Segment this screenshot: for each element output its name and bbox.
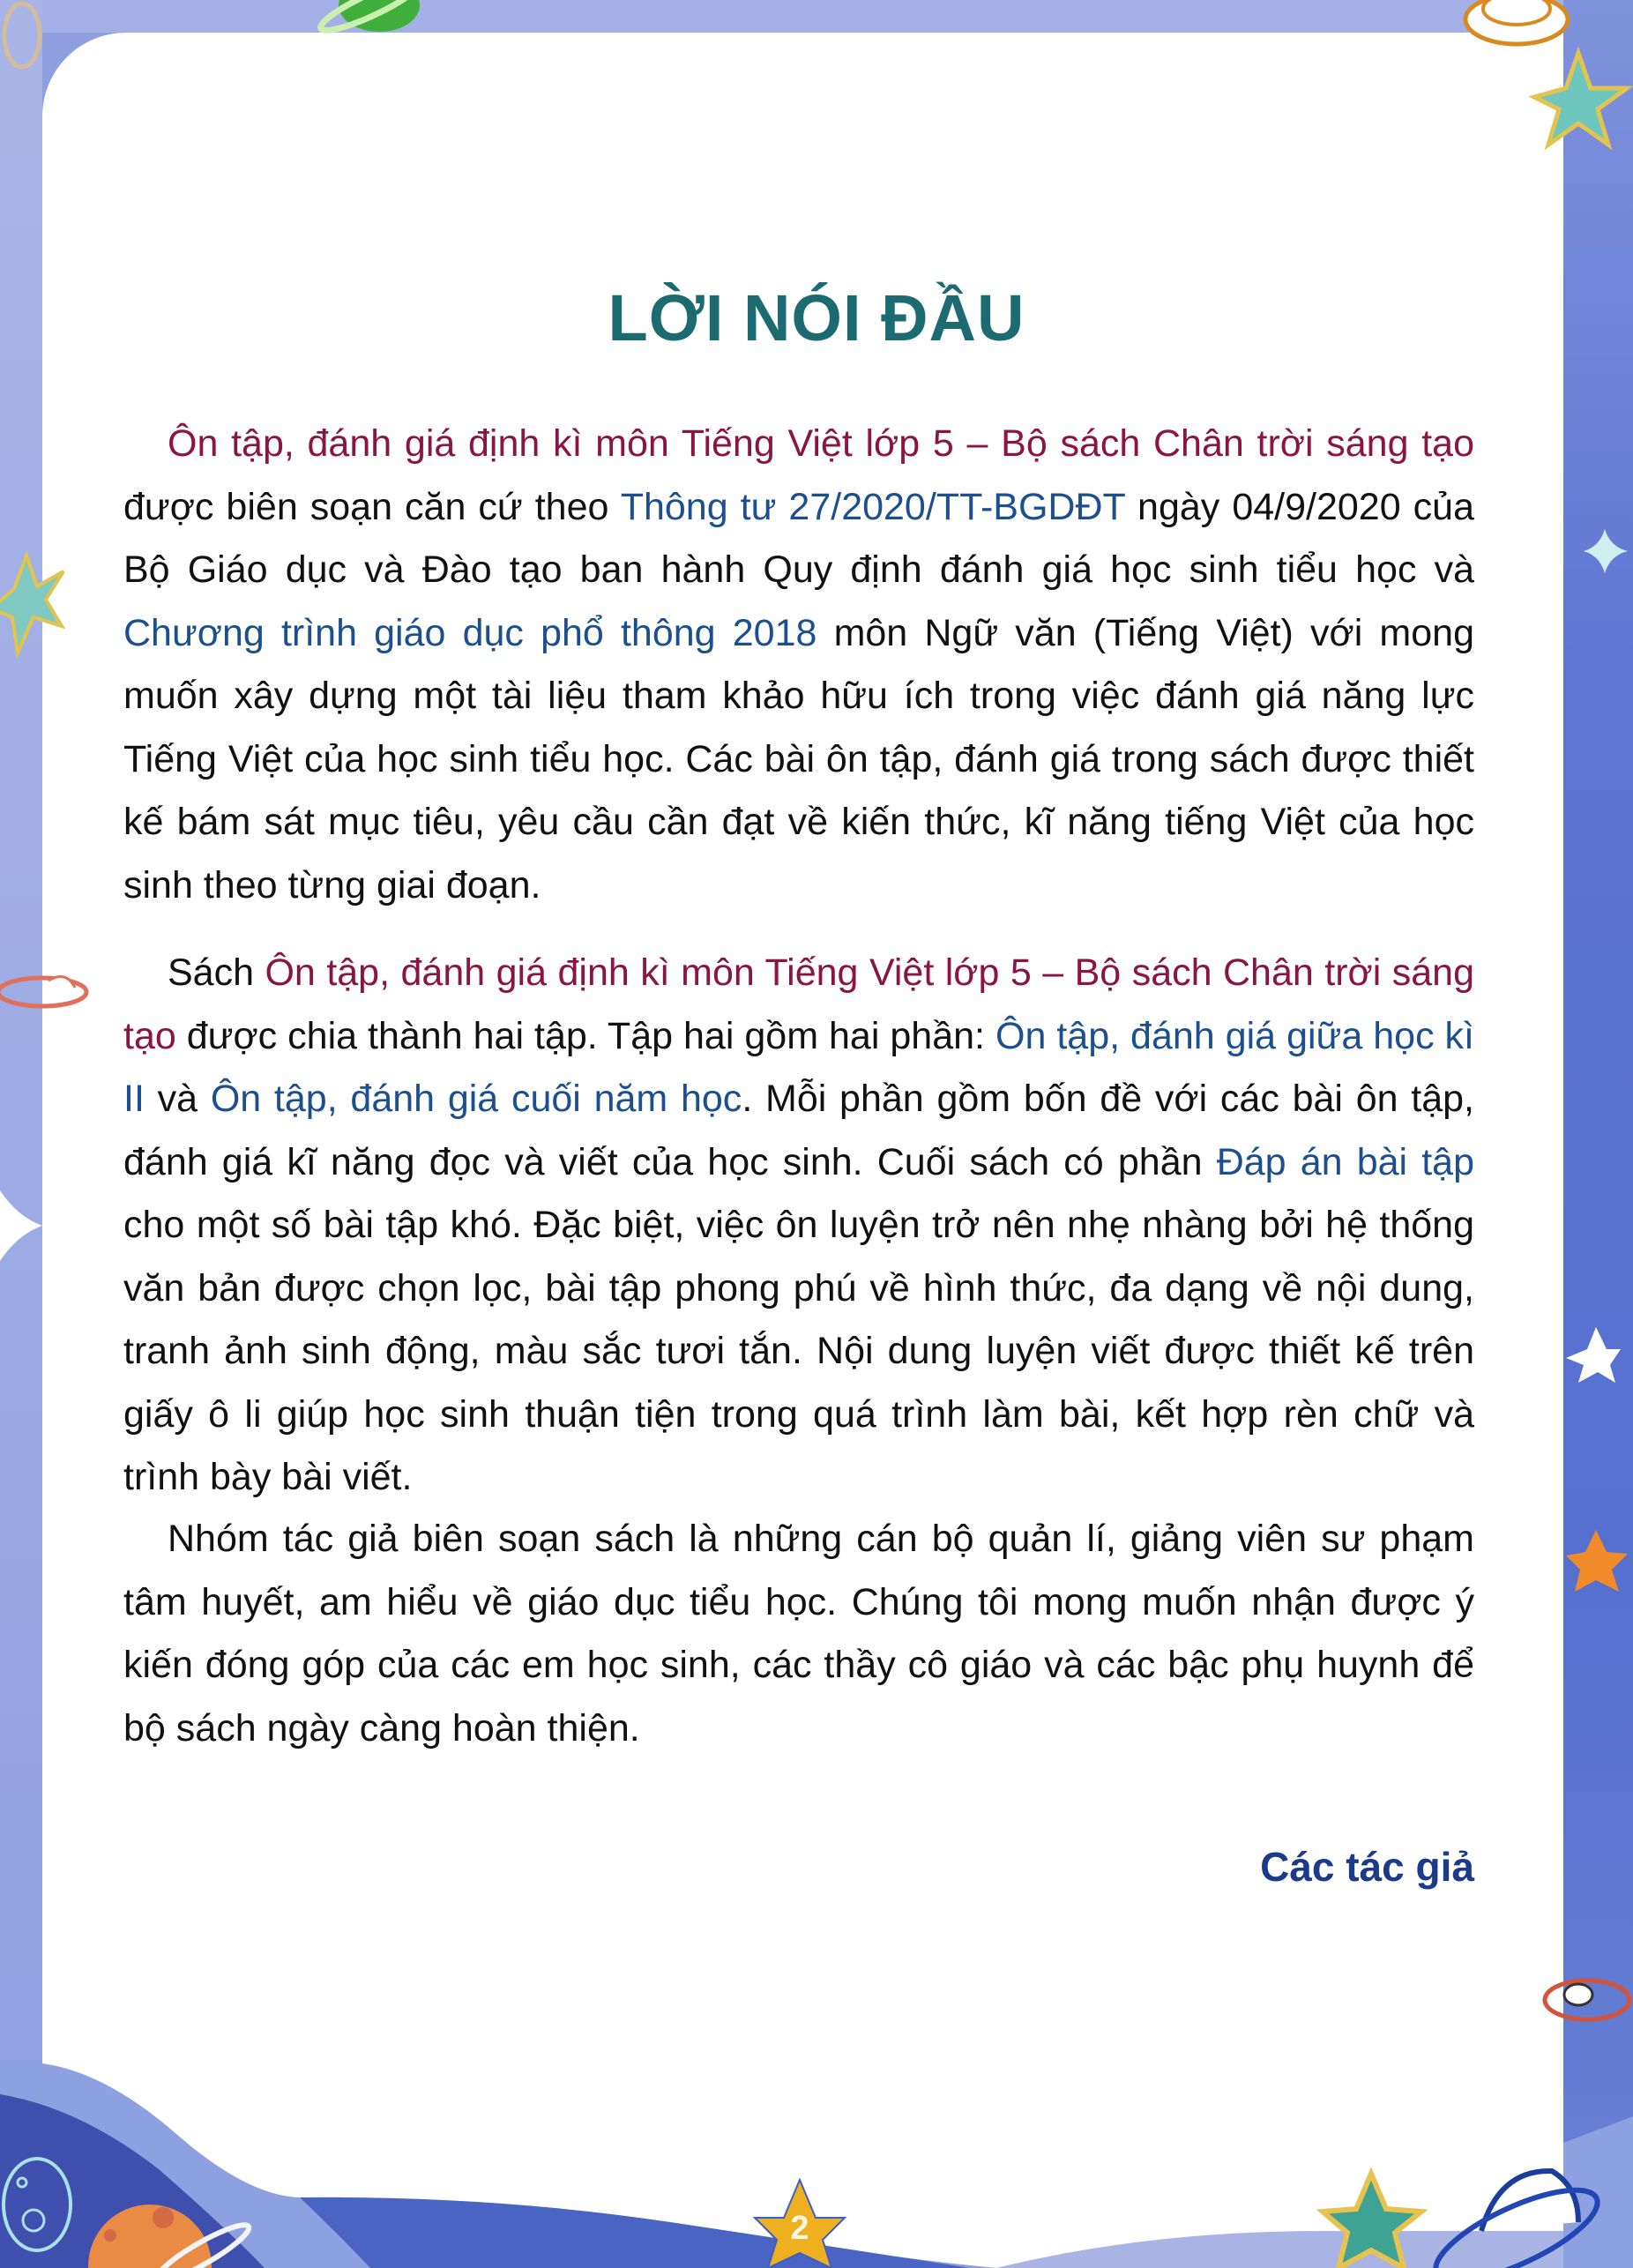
book-title-emphasis: Ôn tập, đánh giá định kì môn Tiếng Việt lớp 5 – Bộ sách Chân trời sáng tạo xyxy=(123,951,1474,1057)
page-title: LỜI NÓI ĐẦU xyxy=(608,281,1025,354)
signature: Các tác giả xyxy=(1260,1844,1474,1890)
sparkle-icon xyxy=(1584,529,1628,573)
orange-star-right-icon xyxy=(1566,1530,1628,1592)
book-title-emphasis: Ôn tập, đánh giá định kì môn Tiếng Việt lớp 5 – Bộ sách Chân trời sáng tạo xyxy=(168,422,1474,465)
paragraph-3 xyxy=(123,1508,1474,1760)
curriculum-reference: Chương trình giáo dục phổ thông 2018 xyxy=(123,611,817,654)
section-name-final: Ôn tập, đánh giá cuối năm học xyxy=(210,1078,742,1120)
teal-star-icon xyxy=(1534,53,1627,145)
paragraph-text: được chia thành hai tập. Tập hai gồm hai phần: xyxy=(175,1014,995,1057)
page-number: 2 xyxy=(790,2210,809,2247)
paragraph-text: và xyxy=(144,1078,211,1120)
teal-star-left-icon xyxy=(0,556,63,653)
white-star-right-icon xyxy=(1566,1327,1621,1383)
paragraph-text: môn Ngữ văn (Tiếng Việt) với mong muốn xây dựng một tài liệu tham khảo hữu ích trong việc đánh giá năng lực Tiếng Việt của học sinh tiểu học. Các bài ôn tập, đánh giá trong sách được thiết kế bám sát mục tiêu, yêu cầu cần đạt về kiến thức, kĩ năng tiếng Việt của học sinh theo từng giai đoạn. xyxy=(123,611,1474,906)
paragraph-2 xyxy=(123,942,1474,1510)
red-ring-planet-icon xyxy=(0,977,86,1007)
paragraph-text: ngày 04/9/2020 của Bộ Giáo dục và Đào tạo ban hành Quy định đánh giá học sinh tiểu học và xyxy=(123,485,1474,591)
section-name-midterm: Ôn tập, đánh giá giữa học kì II xyxy=(123,1014,1475,1120)
paragraph-text: cho một số bài tập khó. Đặc biệt, việc ôn luyện trở nên nhẹ nhàng bởi hệ thống văn bản được chọn lọc, bài tập phong phú về hình thức, đa dạng về nội dung, tranh ảnh sinh động, màu sắc tươi tắn. Nội dung luyện viết được thiết kế trên giấy ô li giúp học sinh thuận tiện trong quá trình làm bài, kết hợp rèn chữ và trình bày bài viết. xyxy=(123,1204,1474,1498)
paragraph-text: được biên soạn căn cứ theo xyxy=(123,485,621,528)
white-sparkle-left-icon xyxy=(0,1190,42,1261)
paragraph-text: Nhóm tác giả biên soạn sách là những cán bộ quản lí, giảng viên sư phạm tâm huyết, am hiểu về giáo dục tiểu học. Chúng tôi mong muốn nhận được ý kiến đóng góp của các em học sinh, các thầy cô giáo và các bậc phụ huynh để bộ sách ngày càng hoàn thiện. xyxy=(123,1518,1474,1749)
paragraph-text: Sách xyxy=(168,951,265,994)
orange-saturn-icon xyxy=(1465,0,1568,44)
paragraph-1 xyxy=(123,413,1474,917)
circular-reference: Thông tư 27/2020/TT-BGDĐT xyxy=(620,485,1125,528)
red-ring-planet-right-icon xyxy=(1545,1981,1629,2019)
orange-ring-icon xyxy=(4,4,40,67)
green-planet-icon xyxy=(317,0,425,38)
answer-key-reference: Đáp án bài tập xyxy=(1216,1140,1474,1183)
paragraph-text: . Mỗi phần gồm bốn đề với các bài ôn tập, đánh giá kĩ năng đọc và viết của học sinh. Cuối sách có phần xyxy=(123,1078,1475,1183)
